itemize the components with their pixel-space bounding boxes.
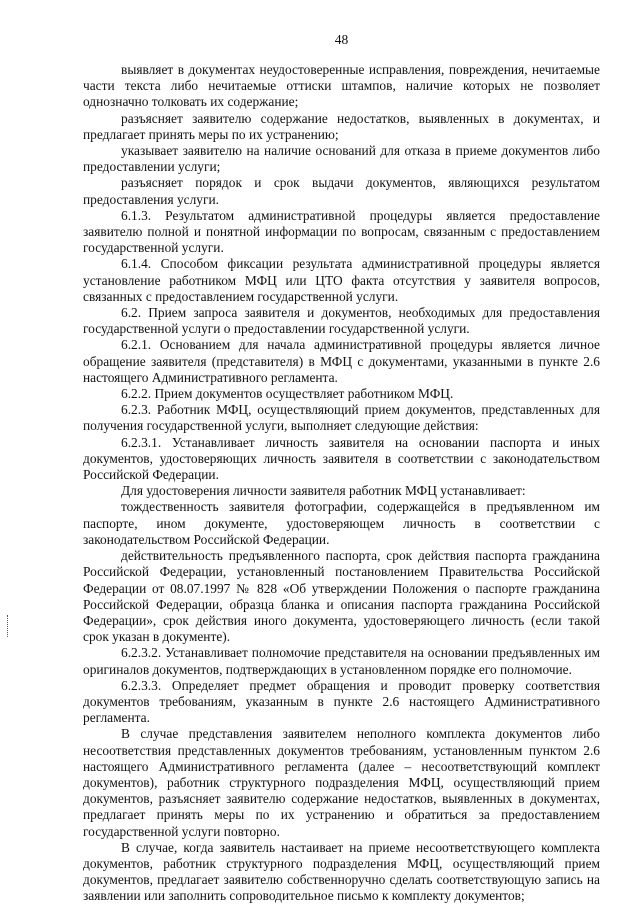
scan-margin-mark xyxy=(7,615,9,637)
paragraph: 6.2.3.3. Определяет предмет обращения и проводит проверку соответствия документов требованиям, указанным в пункте 2.6 настоящего Административного регламента. xyxy=(83,677,600,726)
paragraph: разъясняет заявителю содержание недостатков, выявленных в документах, и предлагает принять меры по их устранению; xyxy=(83,110,600,142)
paragraph: 6.2.3. Работник МФЦ, осуществляющий прием документов, представленных для получения государственной услуги, выполняет следующие действия: xyxy=(83,402,600,434)
paragraph: Для удостоверения личности заявителя работник МФЦ устанавливает: xyxy=(121,483,526,499)
paragraph: 6.2.1. Основанием для начала административной процедуры является личное обращение заявителя (представителя) в МФЦ с документами, указанными в пункте 2.6 настоящего Административного регламента. xyxy=(83,337,600,385)
document-body xyxy=(83,62,600,905)
page-number: 48 xyxy=(334,32,349,47)
paragraph: 6.1.3. Результатом административной процедуры является предоставление заявителю полной и понятной информации по вопросам, связанным с предоставлением государственной услуги. xyxy=(83,207,600,256)
paragraph: В случае представления заявителем неполного комплекта документов либо несоответствия представленных документов требованиям, установленным пунктом 2.6 настоящего Административного регламента (далее – несоответствующий комплект документов), работник структурного подразделения МФЦ, осуществляющий прием документов, разъясняет заявителю содержание недостатков, выявленных в документах, предлагает принять меры по их устранению и обратиться за предоставлением государственной услуги повторно. xyxy=(83,726,600,839)
paragraph: тождественность заявителя фотографии, содержащейся в предъявленном им паспорте, ином документе, удостоверяющем личность в соответствии с законодательством Российской Федерации. xyxy=(83,499,600,547)
paragraph: 6.2.3.2. Устанавливает полномочие представителя на основании предъявленных им оригиналов документов, подтверждающих в установленном порядке его полномочие. xyxy=(83,645,600,677)
paragraph: указывает заявителю на наличие оснований для отказа в приеме документов либо предоставлении услуги; xyxy=(83,143,600,175)
paragraph: 6.2.3.1. Устанавливает личность заявителя на основании паспорта и иных документов, удостоверяющих личность заявителя в соответствии с законодательством Российской Федерации. xyxy=(83,434,600,483)
paragraph: В случае, когда заявитель настаивает на приеме несоответствующего комплекта документов, работник структурного подразделения МФЦ, осуществляющий прием документов, предлагает заявителю собственноручно сделать соответствующую запись на заявлении или заполнить сопроводительное письмо к комплекту документов; xyxy=(83,839,600,904)
paragraph: действительность предъявленного паспорта, срок действия паспорта гражданина Российской Федерации, установленный постановлением Правительства Российской Федерации от 08.07.1997 № 828 «Об утверждении Положения о паспорте гражданина Российской Федерации, образца бланка и описания паспорта гражданина Российской Федерации», срок действия иного документа, удостоверяющего личность (если такой срок указан в документе). xyxy=(83,548,600,645)
paragraph: 6.2. Прием запроса заявителя и документов, необходимых для предоставления государственной услуги о предоставлении государственной услуги. xyxy=(83,305,600,337)
paragraph: разъясняет порядок и срок выдачи документов, являющихся результатом предоставления услуги. xyxy=(83,175,600,207)
paragraph: выявляет в документах неудостоверенные исправления, повреждения, нечитаемые части текста либо нечитаемые оттиски штампов, наличие которых не позволяет однозначно толковать их содержание; xyxy=(83,62,600,110)
paragraph: 6.1.4. Способом фиксации результата административной процедуры является установление работником МФЦ или ЦТО факта отсутствия у заявителя вопросов, связанных с предоставлением государственной услуги. xyxy=(83,256,600,304)
paragraph: 6.2.2. Прием документов осуществляет работником МФЦ. xyxy=(121,386,454,402)
